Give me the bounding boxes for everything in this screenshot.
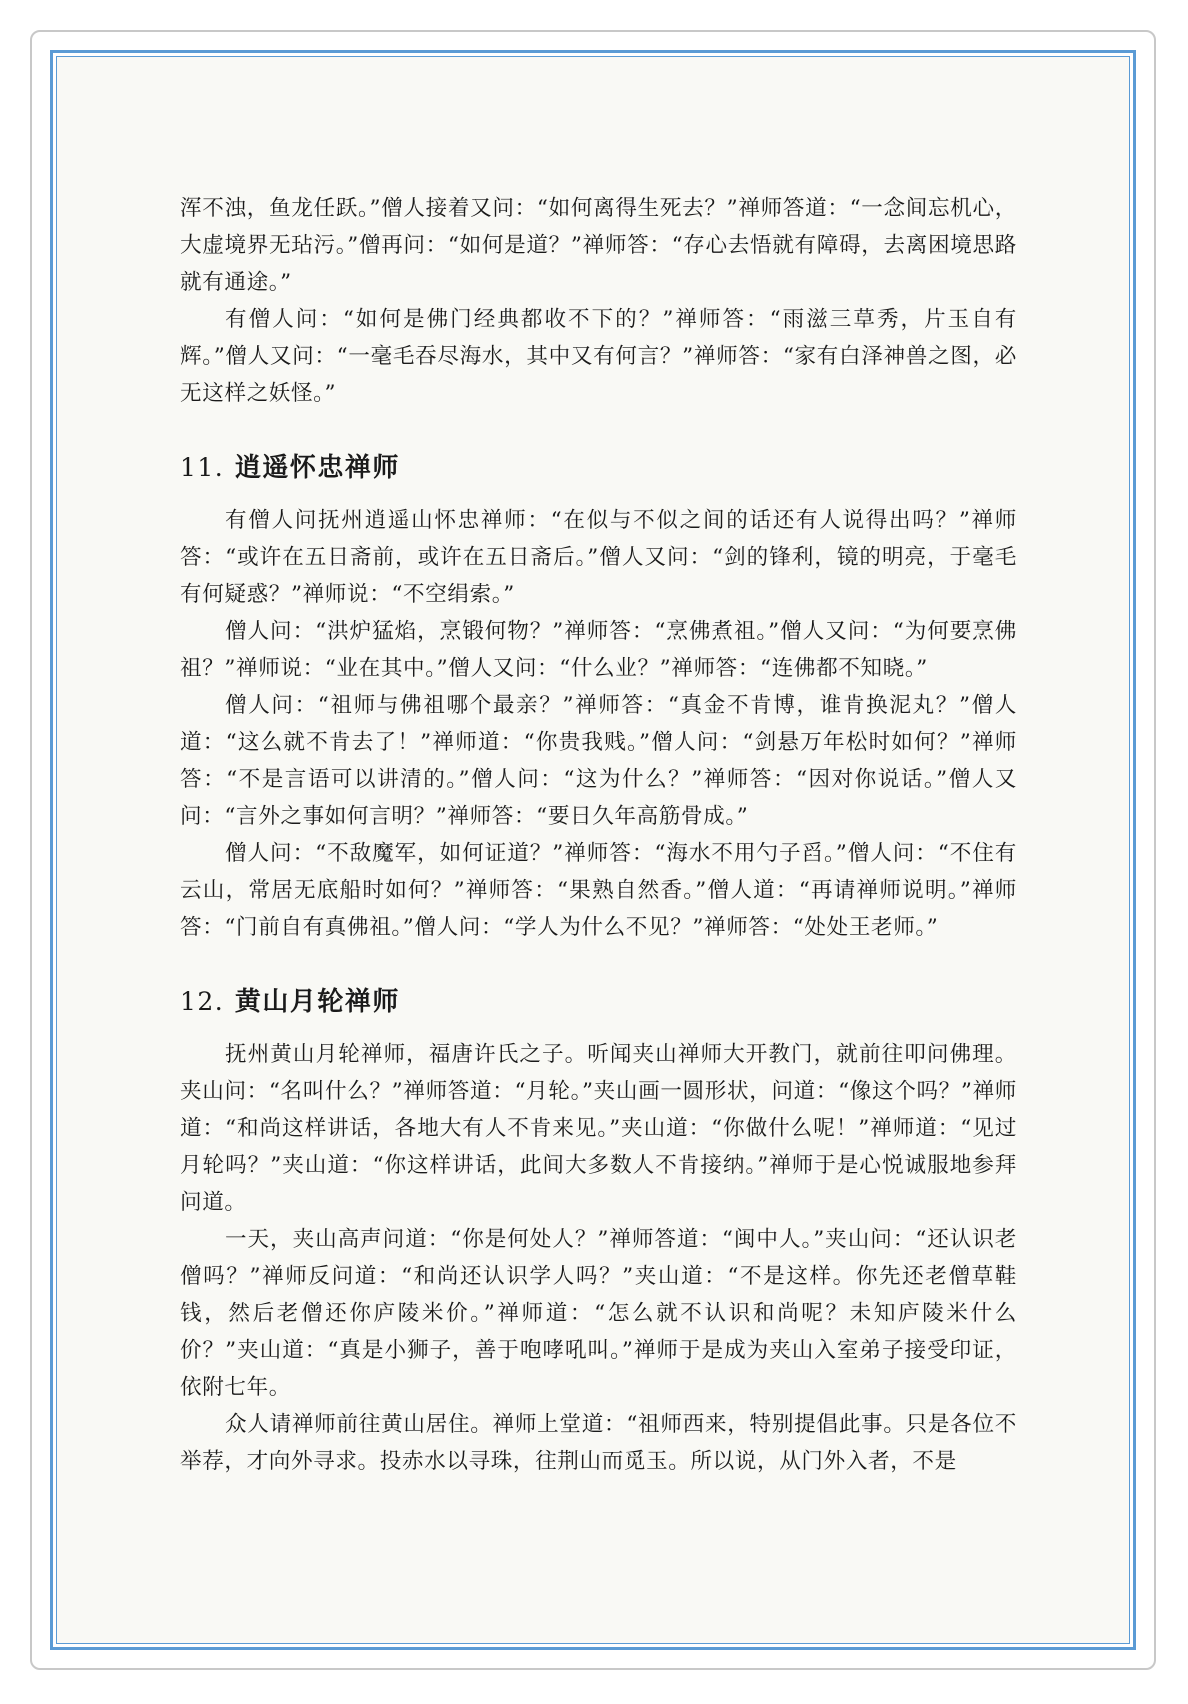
section-heading	[180, 448, 1017, 488]
section-heading	[180, 982, 1017, 1022]
paragraph: 僧人问：“祖师与佛祖哪个最亲？”禅师答：“真金不肯博，谁肯换泥丸？”僧人道：“这么就不肯去了！”禅师道：“你贵我贱。”僧人问：“剑悬万年松时如何？”禅师答：“不是言语可以讲清的。”僧人问：“这为什么？”禅师答：“因对你说话。”僧人又问：“言外之事如何言明？”禅师答：“要日久年高筋骨成。”	[180, 693, 1017, 829]
paragraph: 有僧人问：“如何是佛门经典都收不下的？”禅师答：“雨滋三草秀，片玉自有辉。”僧人又问：“一毫毛吞尽海水，其中又有何言？”禅师答：“家有白泽神兽之图，必无这样之妖怪。”	[180, 307, 1017, 406]
paragraph: 僧人问：“洪炉猛焰，烹锻何物？”禅师答：“烹佛煮祖。”僧人又问：“为何要烹佛祖？”禅师说：“业在其中。”僧人又问：“什么业？”禅师答：“连佛都不知晓。”	[180, 619, 1017, 681]
section-title: 黄山月轮禅师	[234, 987, 400, 1017]
paragraph: 抚州黄山月轮禅师，福唐许氏之子。听闻夹山禅师大开教门，就前往叩问佛理。夹山问：“名叫什么？”禅师答道：“月轮。”夹山画一圆形状，问道：“像这个吗？”禅师道：“和尚这样讲话，各地大有人不肯来见。”夹山道：“你做什么呢！”禅师道：“见过月轮吗？”夹山道：“你这样讲话，此间大多数人不肯接纳。”禅师于是心悦诚服地参拜问道。	[180, 1042, 1017, 1215]
document-body	[180, 190, 1017, 1480]
paragraph: 僧人问：“不敌魔军，如何证道？”禅师答：“海水不用勺子舀。”僧人问：“不住有云山，常居无底船时如何？”禅师答：“果熟自然香。”僧人道：“再请禅师说明。”禅师答：“门前自有真佛祖。”僧人问：“学人为什么不见？”禅师答：“处处王老师。”	[180, 841, 1017, 940]
paragraph: 有僧人问抚州逍遥山怀忠禅师：“在似与不似之间的话还有人说得出吗？”禅师答：“或许在五日斋前，或许在五日斋后。”僧人又问：“剑的锋利，镜的明亮，于毫毛有何疑惑？”禅师说：“不空绢索。”	[180, 508, 1017, 607]
paragraph: 浑不浊，鱼龙任跃。”僧人接着又问：“如何离得生死去？”禅师答道：“一念间忘机心，大虚境界无玷污。”僧再问：“如何是道？”禅师答：“存心去悟就有障碍，去离困境思路就有通途。”	[180, 196, 1017, 295]
paragraph: 众人请禅师前往黄山居住。禅师上堂道：“祖师西来，特别提倡此事。只是各位不举荐，才向外寻求。投赤水以寻珠，往荆山而觅玉。所以说，从门外入者，不是	[180, 1412, 1017, 1474]
paragraph: 一天，夹山高声问道：“你是何处人？”禅师答道：“闽中人。”夹山问：“还认识老僧吗？”禅师反问道：“和尚还认识学人吗？”夹山道：“不是这样。你先还老僧草鞋钱，然后老僧还你庐陵米价。”禅师道：“怎么就不认识和尚呢？未知庐陵米什么价？”夹山道：“真是小狮子，善于咆哮吼叫。”禅师于是成为夹山入室弟子接受印证，依附七年。	[180, 1227, 1017, 1400]
section-number: 11.	[180, 453, 225, 482]
section-number: 12.	[180, 987, 225, 1016]
section-title: 逍遥怀忠禅师	[234, 453, 400, 483]
